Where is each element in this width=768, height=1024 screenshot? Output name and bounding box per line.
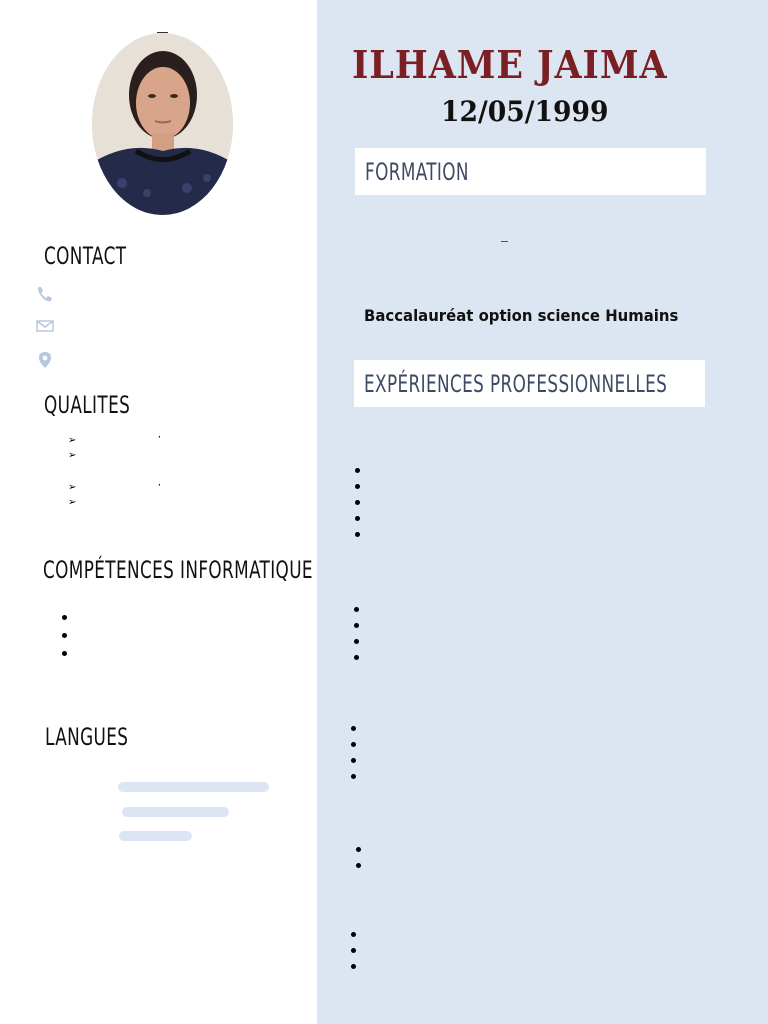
profile-photo bbox=[92, 33, 233, 215]
stray-mark: , bbox=[158, 430, 161, 440]
arrow-bullet-icon: ➢ bbox=[68, 450, 77, 461]
bullet-dot bbox=[355, 532, 360, 537]
bullet-dot bbox=[354, 639, 359, 644]
bullet-dot bbox=[351, 932, 356, 937]
competences-list bbox=[62, 615, 67, 656]
experience-list-2 bbox=[354, 607, 359, 660]
experiences-title: EXPÉRIENCES PROFESSIONNELLES bbox=[364, 369, 668, 398]
bullet-dot bbox=[354, 623, 359, 628]
bullet-dot bbox=[62, 615, 67, 620]
bullet-dot bbox=[351, 964, 356, 969]
bullet-dot bbox=[351, 742, 356, 747]
envelope-icon bbox=[36, 317, 54, 335]
formation-header-box bbox=[355, 148, 706, 195]
bullet-dot bbox=[351, 948, 356, 953]
qualites-title: QUALITES bbox=[44, 391, 131, 419]
stray-mark: , bbox=[158, 478, 161, 488]
phone-icon bbox=[36, 285, 54, 303]
arrow-bullet-icon: ➢ bbox=[68, 497, 77, 508]
bullet-dot bbox=[62, 651, 67, 656]
arrow-bullet-icon: ➢ bbox=[68, 482, 77, 493]
experiences-header-box bbox=[354, 360, 705, 407]
bullet-dot bbox=[354, 607, 359, 612]
bullet-dot bbox=[351, 774, 356, 779]
birth-date: 12/05/1999 bbox=[441, 95, 609, 128]
language-level-bar bbox=[122, 807, 229, 817]
contact-title: CONTACT bbox=[44, 242, 127, 270]
bullet-dot bbox=[62, 633, 67, 638]
qualites-list bbox=[68, 433, 76, 510]
bullet-dot bbox=[351, 726, 356, 731]
bullet-dot bbox=[355, 500, 360, 505]
formation-title: FORMATION bbox=[365, 157, 469, 186]
experience-list-4 bbox=[356, 847, 361, 868]
bullet-dot bbox=[355, 516, 360, 521]
language-level-bar bbox=[119, 831, 192, 841]
bullet-dot bbox=[355, 484, 360, 489]
candidate-name: ILHAME JAIMA bbox=[352, 42, 668, 87]
bullet-dot bbox=[355, 468, 360, 473]
experience-list-5 bbox=[351, 932, 356, 969]
bullet-dot bbox=[354, 655, 359, 660]
experience-list-1 bbox=[355, 468, 360, 537]
language-level-bar bbox=[118, 782, 269, 792]
bullet-dot bbox=[356, 847, 361, 852]
bullet-dot bbox=[351, 758, 356, 763]
bullet-dot bbox=[356, 863, 361, 868]
arrow-bullet-icon: ➢ bbox=[68, 435, 77, 446]
experience-list-3 bbox=[351, 726, 356, 779]
langues-title: LANGUES bbox=[45, 723, 129, 751]
formation-entry: Baccalauréat option science Humains bbox=[364, 306, 679, 325]
location-pin-icon bbox=[38, 351, 56, 369]
competences-title: COMPÉTENCES INFORMATIQUE bbox=[43, 556, 313, 584]
decorative-dash bbox=[501, 241, 508, 242]
